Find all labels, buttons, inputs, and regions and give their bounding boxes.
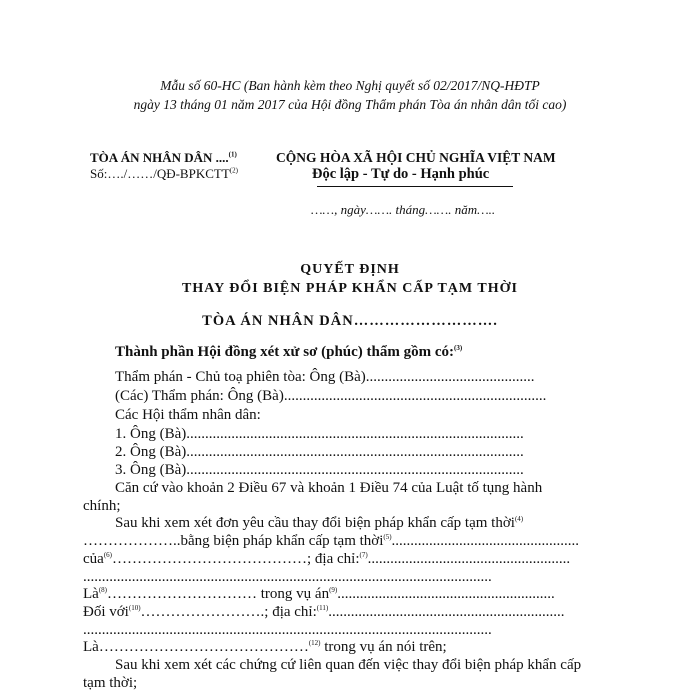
presiding-judge-line: Thẩm phán - Chủ toạ phiên tòa: Ông (Bà)............................................. xyxy=(115,369,535,385)
requester-line: của$^{(6)}$…………………………………; địa chỉ:$^{(7)}$...................................................... xyxy=(83,551,571,567)
respondent-line: Đối với$^{(10)}$…………………….; địa chỉ:$^{(11)}$............................................................... xyxy=(83,604,565,620)
assessor-1-line: 1. Ông (Bà).......................................................................................... xyxy=(115,426,524,442)
issuing-court-line: TÒA ÁN NHÂN DÂN………………………. xyxy=(202,313,498,329)
requester-role-line: $Là^{(8)}\dots\dots\dots\dots\dots\dots\dots\dots\dots\dots$ trong vụ $án^{(9)}$.......................................................... xyxy=(83,586,555,602)
evidence-line2: tạm thời; xyxy=(83,675,138,691)
evidence-line1: Sau khi xem xét các chứng cứ liên quan đến việc thay đổi biện pháp khẩn cấp xyxy=(115,657,582,673)
assessor-3-line: 3. Ông (Bà).......................................................................................... xyxy=(115,462,524,478)
request-line1: Sau khi xem xét đơn yêu cầu thay đổi biện pháp khẩn cấp tạm thời$^{(4)}$ xyxy=(115,515,524,531)
motto-underline xyxy=(317,186,513,187)
assessor-2-line: 2. Ông (Bà).......................................................................................... xyxy=(115,444,524,460)
form-note-line1: Mẫu số 60-HC (Ban hành kèm theo Nghị quyết số 02/2017/NQ-HĐTP xyxy=(160,78,540,93)
document-title: QUYẾT ĐỊNH xyxy=(300,262,400,277)
legal-basis-line1: Căn cứ vào khoản 2 Điều 67 và khoản 1 Điều 74 của Luật tố tụng hành xyxy=(115,480,543,496)
legal-basis-line2: chính; xyxy=(83,498,121,514)
nation-motto: Độc lập - Tự do - Hạnh phúc xyxy=(312,166,490,182)
requester-address-line: ............................................................................................................. xyxy=(83,569,492,585)
form-note-line2: ngày 13 tháng 01 năm 2017 của Hội đồng Thẩm phán Tòa án nhân dân tối cao) xyxy=(133,97,567,112)
request-line2: ………………..bằng biện pháp khẩn cấp tạm thời$^{(5)}$.................................................. xyxy=(83,533,580,549)
court-name: TÒA ÁN NHÂN DÂN ....$^{(1)}$ xyxy=(90,150,237,165)
date-line: ……, ngày……. tháng……. năm….. xyxy=(311,202,496,217)
document-subtitle: THAY ĐỔI BIỆN PHÁP KHẨN CẤP TẠM THỜI xyxy=(182,281,518,296)
nation-title: CỘNG HÒA XÃ HỘI CHỦ NGHĨA VIỆT NAM xyxy=(276,150,556,165)
respondent-role-line: Là……………………………………$^{(12)}$ trong vụ án nói trên; xyxy=(83,639,447,655)
panel-heading: Thành phần Hội đồng xét xử sơ (phúc) thẩm gồm có:$^{(3)}$ xyxy=(115,344,463,360)
respondent-address-line: ............................................................................................................. xyxy=(83,622,492,638)
assessors-label: Các Hội thẩm nhân dân: xyxy=(115,407,261,423)
decision-number: Số:…./……/QĐ-BPKCTT$^{(2)}$ xyxy=(90,166,238,181)
judges-line: (Các) Thẩm phán: Ông (Bà)...................................................................... xyxy=(115,388,547,404)
